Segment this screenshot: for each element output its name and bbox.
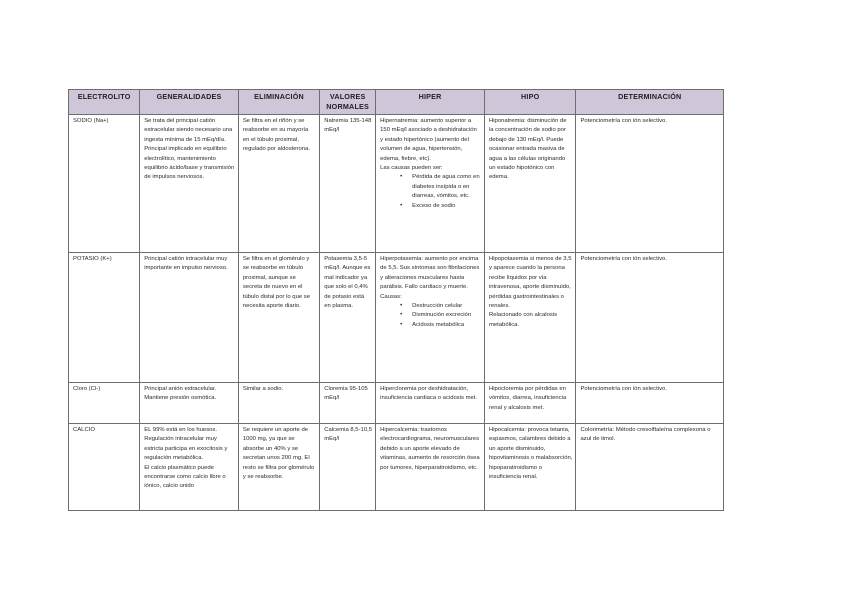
header-determinacion: DETERMINACIÓN: [576, 90, 724, 115]
cell-hipo: Hipopotasemia si menos de 3,5 y aparece cuando la persona recibe líquidos por vía intravenosa, aporte disminuido, pérdidas gastrointestinales o renales. Relacionado con alcalosis metabólica.: [484, 253, 576, 383]
table-row: [69, 424, 724, 511]
header-valores-normales: VALORES NORMALES: [320, 90, 376, 115]
cell-determinacion: Potenciometría con ión selectivo.: [576, 253, 724, 383]
cell-valores: Calcemia 8,5-10,5 mEq/l: [320, 424, 376, 511]
cell-electrolito: CALCIO: [69, 424, 140, 511]
cell-eliminacion: Se filtra en el glomérulo y se reabsorbe en túbulo proximal, aunque se secreta de nuevo en el túbulo distal por lo que se necesita aporte diario.: [238, 253, 319, 383]
cell-determinacion: Colorimetría: Método cresolftaleína complexona o azul de timol.: [576, 424, 724, 511]
cell-generalidades: Se trata del principal catión extracelular siendo necesario una ingesta mínima de 15 mEq/día. Principal implicado en equilibrio electrolítico, mantenimiento equilibrio ácido/base y transmisión de impulsos nerviosos.: [140, 115, 239, 253]
cell-valores: Cloremia 95-105 mEq/l: [320, 383, 376, 424]
table-row: [69, 253, 724, 383]
cell-valores: Potasemia 3,5-5 mEq/l. Aunque es mal indicador ya que solo el 0,4% de potasio está en plasma.: [320, 253, 376, 383]
hiper-text: Hipernatremia: aumento superior a 150 mEq/l asociado a deshidratación y estado hipertónico (aumento del volumen de agua, hipertensión, edema, fiebre, etc). Las causas pueden ser:: [380, 118, 477, 172]
cell-hiper: [376, 115, 485, 253]
hiper-causes-list: [380, 173, 481, 211]
cell-electrolito: Cloro (Cl-): [69, 383, 140, 424]
cell-eliminacion: Se requiere un aporte de 1000 mg, ya que se absorbe un 40% y se secretan unos 200 mg. El resto se filtra por glomérulo y se reabsorbe.: [238, 424, 319, 511]
header-hipo: HIPO: [484, 90, 576, 115]
cell-hiper: [376, 253, 485, 383]
cell-electrolito: POTASIO (K+): [69, 253, 140, 383]
list-item: • Acidosis metabólica: [400, 321, 481, 330]
list-item: • Disminución excreción: [400, 311, 481, 320]
cell-determinacion: Potenciometría con ión selectivo.: [576, 383, 724, 424]
cell-hipo: Hipocloremia por pérdidas en vómitos, diarrea, insuficiencia renal y alcalosis met.: [484, 383, 576, 424]
cell-generalidades: Principal anión extracelular. Mantiene presión osmótica.: [140, 383, 239, 424]
cell-electrolito: SODIO (Na+): [69, 115, 140, 253]
header-row: [69, 90, 724, 115]
electrolytes-table: [68, 89, 724, 511]
cell-generalidades: EL 99% está en los huesos. Regulación intracelular muy estricta participa en exocitosis y regulación metabólica. El calcio plasmático puede encontrarse como calcio libre o iónico, calcio unido: [140, 424, 239, 511]
hiper-text: Hiperpotasemia: aumento por encima de 5,5. Sus síntomas son fibrilaciones y alteraciones musculares hasta parálisis. Fallo cardiaco y muerte. Causas:: [380, 256, 480, 300]
header-electrolito: ELECTROLITO: [69, 90, 140, 115]
list-item: • Exceso de sodio: [400, 202, 481, 211]
cell-hiper: Hipercloremia por deshidratación, insuficiencia cardiaca o acidosis met.: [376, 383, 485, 424]
header-hiper: HIPER: [376, 90, 485, 115]
header-eliminacion: ELIMINACIÓN: [238, 90, 319, 115]
table-row: [69, 115, 724, 253]
list-item: • Destrucción celular: [400, 302, 481, 311]
cell-generalidades: Principal catión intracelular muy importante en impulso nervioso.: [140, 253, 239, 383]
list-item: • Pérdida de agua como en diabetes insípida o en diarreas, vómitos, etc.: [400, 173, 481, 201]
cell-hipo: Hiponatremia: disminución de la concentración de sodio por debajo de 130 mEq/l. Puede ocasionar entrada masiva de agua a las células originando un estado hipotónico con edema.: [484, 115, 576, 253]
table-row: [69, 383, 724, 424]
hiper-causes-list: [380, 302, 481, 330]
cell-valores: Natremia 135-148 mEq/l: [320, 115, 376, 253]
header-generalidades: GENERALIDADES: [140, 90, 239, 115]
cell-hiper: Hipercalcemia: trastornos electrocardiograma, neuromusculares debido a un aporte elevado de vitaminas, aumento de resorción ósea por tumores, hiperparatiroidismo, etc.: [376, 424, 485, 511]
cell-hipo: Hipocalcemia: provoca tetania, espasmos, calambres debido a un aporte disminuido, hipovitaminosis o malabsorción, hipoparatiroidismo o insuficiencia renal.: [484, 424, 576, 511]
cell-eliminacion: Similar a sodio.: [238, 383, 319, 424]
cell-eliminacion: Se filtra en el riñón y se reabsorbe en su mayoría en el túbulo proximal, regulado por aldosterona.: [238, 115, 319, 253]
cell-determinacion: Potenciometría con ión selectivo.: [576, 115, 724, 253]
